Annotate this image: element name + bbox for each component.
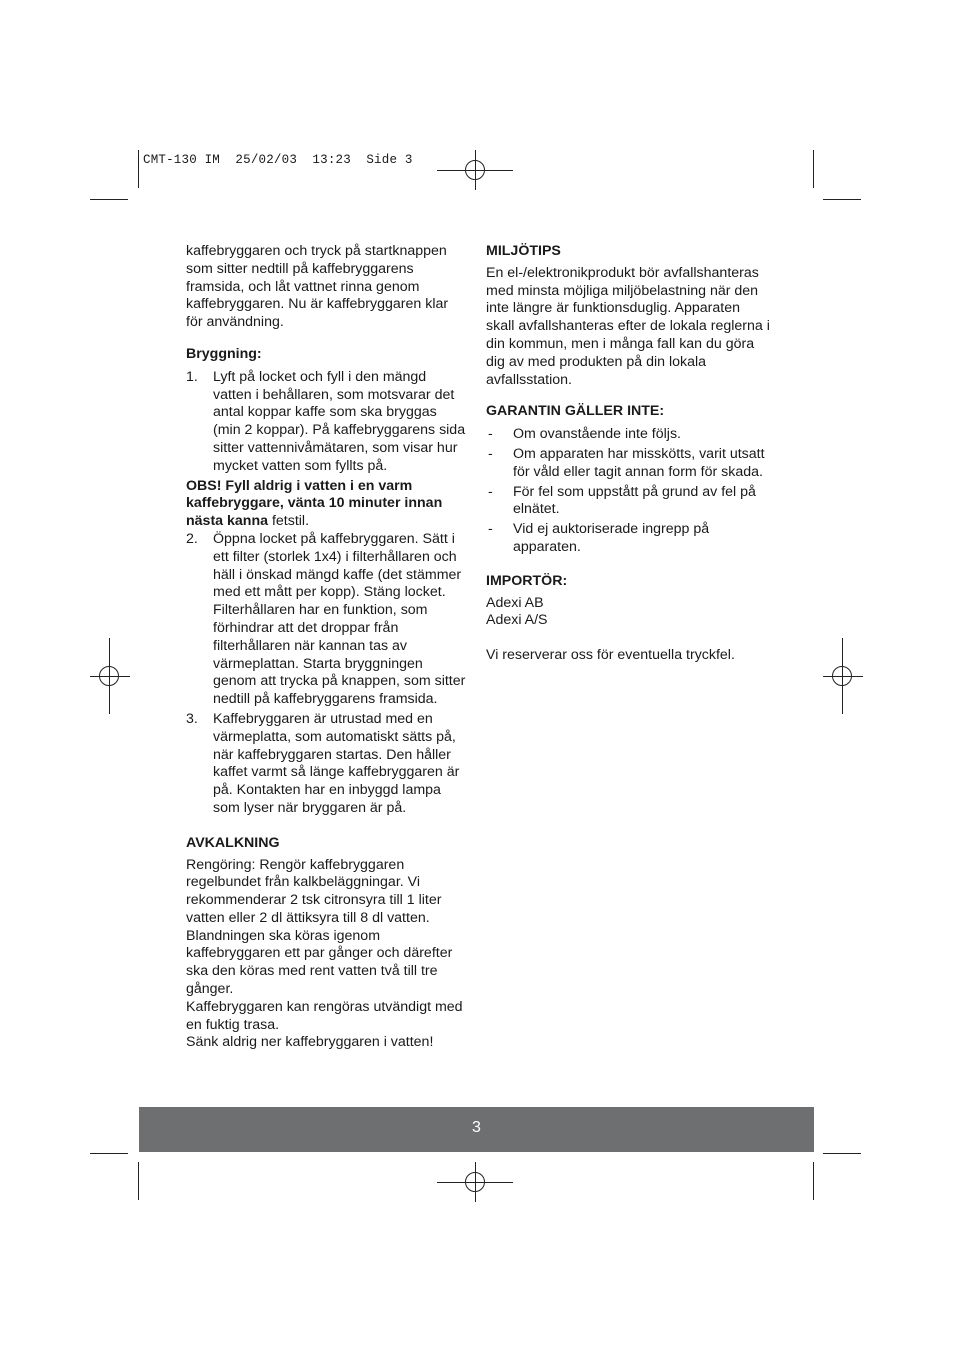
crop-mark [823, 199, 861, 200]
dash-bullet: - [488, 426, 493, 443]
footer-bar [139, 1107, 814, 1152]
warranty-item [486, 446, 771, 482]
importer-line-1: Adexi AB [486, 594, 544, 611]
descaling-paragraph-1: Rengöring: Rengör kaffebryggaren regelbundet från kalkbeläggningar. Vi rekommenderar 2 tsk citronsyra till 1 liter vatten eller 2 dl ättiksyra till 8 dl vatten. Blandningen ska köras igenom kaffebryggaren ett par gånger och därefter ska den köras med rent vatten två till tre gånger. [186, 856, 453, 998]
disclaimer: Vi reserverar oss för eventuella tryckfel. [486, 647, 735, 664]
crop-mark [823, 1153, 861, 1154]
environment-paragraph: En el-/elektronikprodukt bör avfallshanteras med minsta möjliga miljöbelastning när den inte längre är funktionsduglig. Apparaten skall avfallshanteras efter de lokala reglerna i din kommun, men i många fall kan du göra dig av med produkten på din lokala avfallsstation. [486, 264, 770, 388]
step-2 [186, 531, 466, 709]
brewing-heading: Bryggning: [186, 345, 262, 362]
descaling-paragraph-3: Sänk aldrig ner kaffebryggaren i vatten! [186, 1034, 434, 1051]
crop-mark [813, 1162, 814, 1200]
warranty-item-text: Om apparaten har misskötts, varit utsatt för våld eller tagit annan form för skada. [513, 445, 765, 480]
intro-paragraph: kaffebryggaren och tryck på startknappen som sitter nedtill på kaffebryggarens framsida, och låt vattnet rinna genom kaffebryggaren. Nu är kaffebryggaren klar för användning. [186, 243, 449, 331]
crop-mark [90, 1153, 128, 1154]
step-1 [186, 369, 466, 476]
step-1-number: 1. [186, 368, 198, 385]
environment-heading: MILJÖTIPS [486, 243, 561, 259]
right-column [486, 243, 771, 665]
print-slug: CMT-130 IM 25/02/03 13:23 Side 3 [143, 153, 413, 167]
step-3 [186, 711, 466, 818]
descaling-heading: AVKALKNING [186, 834, 280, 851]
page-number: 3 [472, 1119, 481, 1136]
warranty-item [486, 484, 771, 520]
warning-tail-text: fetstil. [268, 513, 310, 530]
warranty-item-text: För fel som uppstått på grund av fel på elnätet. [513, 483, 756, 518]
warning-paragraph [186, 478, 466, 531]
crop-mark [138, 150, 139, 188]
importer-line-2: Adexi A/S [486, 612, 548, 629]
dash-bullet: - [488, 521, 493, 538]
crop-mark [813, 150, 814, 188]
warranty-item-text: Om ovanstående inte följs. [513, 426, 681, 443]
step-3-text: Kaffebryggaren är utrustad med en värmeplatta, som automatiskt sätts på, när kaffebryggaren startas. Den håller kaffet varmt så länge kaffebryggaren är på. Kontakten har en inbyggd lampa som lyser när bryggaren är på. [213, 710, 460, 816]
warranty-item [486, 426, 771, 444]
descaling-paragraph-2: Kaffebryggaren kan rengöras utvändigt med en fuktig trasa. [186, 998, 463, 1033]
step-3-number: 3. [186, 710, 198, 727]
crop-mark [90, 199, 128, 200]
warranty-heading: GARANTIN GÄLLER INTE: [486, 403, 665, 420]
importer-heading: IMPORTÖR: [486, 572, 568, 589]
dash-bullet: - [488, 445, 493, 462]
left-column [186, 243, 466, 1052]
dash-bullet: - [488, 483, 493, 500]
warning-bold-text: OBS! Fyll aldrig i vatten i en varm kaffebryggare, vänta 10 minuter innan nästa kanna [186, 477, 443, 530]
step-1-text: Lyft på locket och fyll i den mängd vatten i behållaren, som motsvarar det antal koppar kaffe som ska bryggas (min 2 koppar). På kaffebryggarens sida sitter vattennivåmätaren, som visar hur mycket vatten som fyllts på. [213, 368, 466, 474]
step-2-number: 2. [186, 530, 198, 547]
step-2-text: Öppna locket på kaffebryggaren. Sätt i ett filter (storlek 1x4) i filterhållaren och häll i önskad mängd kaffe (det stämmer med ett mått per kopp). Stäng locket. Filterhållaren har en funktion, som förhindrar att det droppar från filterhållaren när kannan tas av värmeplattan. Starta bryggningen genom att trycka på knappen, som sitter nedtill på kaffebryggarens framsida. [213, 530, 466, 708]
crop-mark [138, 1162, 139, 1200]
warranty-item-text: Vid ej auktoriserade ingrepp på apparaten. [513, 521, 710, 555]
warranty-item [486, 521, 771, 557]
